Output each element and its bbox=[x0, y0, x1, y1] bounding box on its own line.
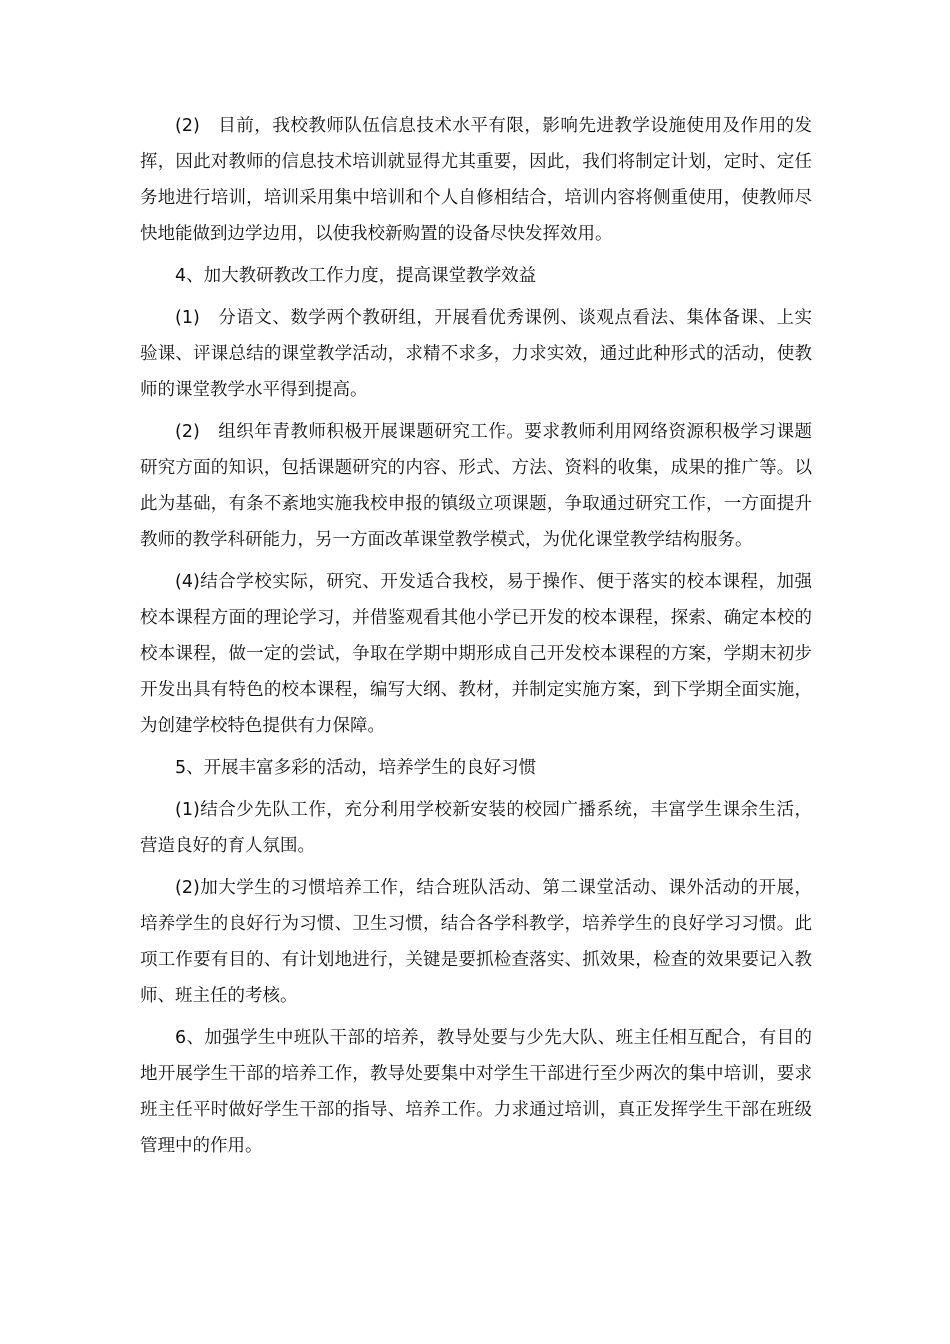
heading-teaching-research: 4、加大教研教改工作力度，提高课堂教学效益 bbox=[175, 266, 537, 286]
paragraph-topic-research: (2) 组织年青教师积极开展课题研究工作。要求教师利用网络资源积极学习课题研究方面的知识，包括课题研究的内容、形式、方法、资料的收集，成果的推广等。以此为基础，有条不紊地实施我校申报的镇级立项课题，争取通过研究工作，一方面提升教师的教学科研能力，另一方面改革课堂教学模式，为优化课堂教学结构服务。 bbox=[140, 422, 812, 550]
document-body bbox=[140, 108, 812, 1170]
paragraph-school-curriculum: (4)结合学校实际，研究、开发适合我校，易于操作、便于落实的校本课程，加强校本课程方面的理论学习，并借鉴观看其他小学已开发的校本课程，探索、确定本校的校本课程，做一定的尝试，争取在学期中期形成自己开发校本课程的方案，学期末初步开发出具有特色的校本课程，编写大纲、教材，并制定实施方案，到下学期全面实施，为创建学校特色提供有力保障。 bbox=[140, 572, 812, 736]
paragraph-habit-training: (2)加大学生的习惯培养工作，结合班队活动、第二课堂活动、课外活动的开展，培养学生的良好行为习惯、卫生习惯，结合各学科教学，培养学生的良好学习习惯。此项工作要有目的、有计划地进行，关键是要抓检查落实、抓效果，检查的效果要记入教师、班主任的考核。 bbox=[140, 878, 812, 1006]
paragraph-research-groups: (1) 分语文、数学两个教研组，开展看优秀课例、谈观点看法、集体备课、上实验课、评课总结的课堂教学活动，求精不求多，力求实效，通过此种形式的活动，使教师的课堂教学水平得到提高。 bbox=[140, 308, 812, 400]
paragraph-teacher-it-training: (2) 目前，我校教师队伍信息技术水平有限，影响先进教学设施使用及作用的发挥，因此对教师的信息技术培训就显得尤其重要，因此，我们将制定计划，定时、定任务地进行培训，培训采用集中培训和个人自修相结合，培训内容将侧重使用，使教师尽快地能做到边学边用，以使我校新购置的设备尽快发挥效用。 bbox=[140, 116, 812, 244]
paragraph-young-pioneers: (1)结合少先队工作，充分利用学校新安装的校园广播系统，丰富学生课余生活，营造良好的育人氛围。 bbox=[140, 800, 812, 856]
paragraph-student-cadres: 6、加强学生中班队干部的培养，教导处要与少先大队、班主任相互配合，有目的地开展学生干部的培养工作，教导处要集中对学生干部进行至少两次的集中培训，要求班主任平时做好学生干部的指导、培养工作。力求通过培训，真正发挥学生干部在班级管理中的作用。 bbox=[140, 1028, 812, 1156]
heading-student-activities: 5、开展丰富多彩的活动，培养学生的良好习惯 bbox=[175, 758, 537, 778]
